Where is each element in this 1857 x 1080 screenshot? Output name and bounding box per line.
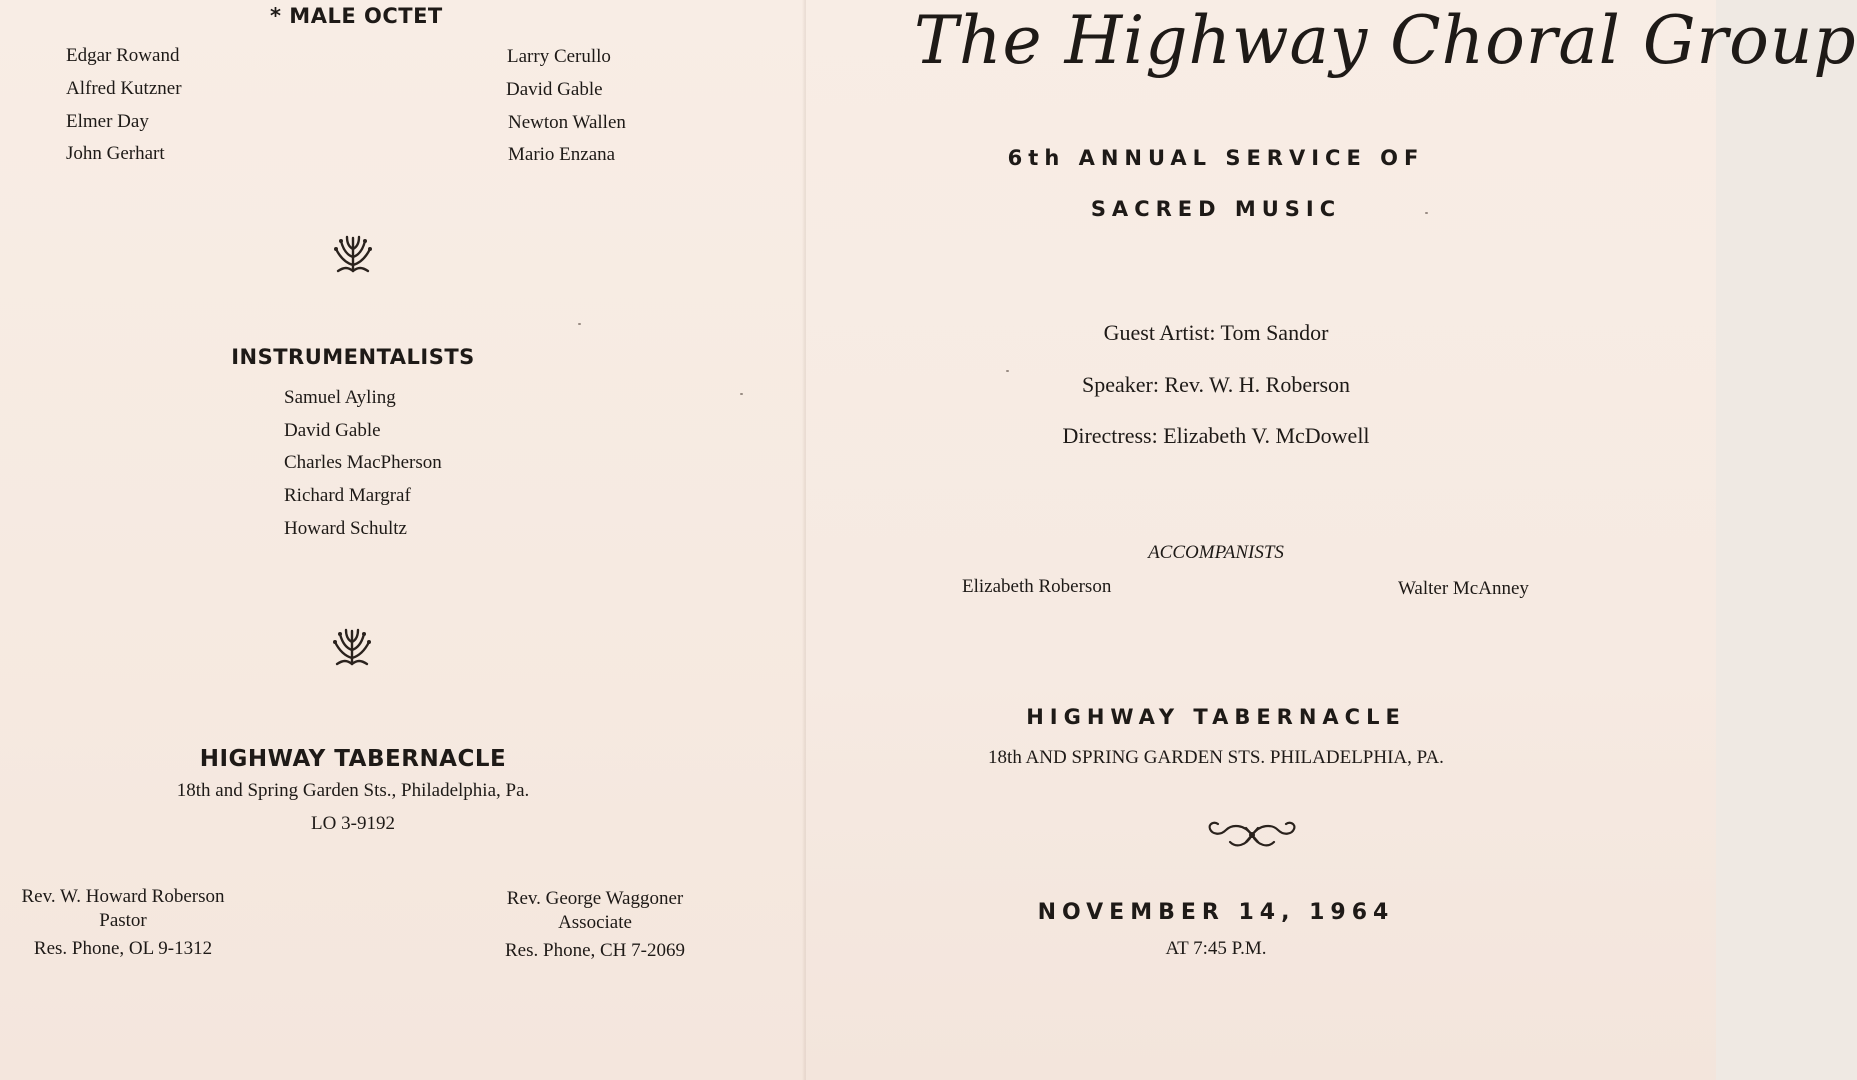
octet-name: John Gerhart — [66, 143, 165, 164]
instrumentalists-heading: INSTRUMENTALISTS — [231, 345, 475, 369]
accompanist-name: Walter McAnney — [1398, 578, 1529, 599]
accompanist-name: Elizabeth Roberson — [962, 576, 1112, 597]
guest-artist: Guest Artist: Tom Sandor — [1103, 320, 1329, 345]
associate-phone: Res. Phone, CH 7-2069 — [505, 940, 685, 961]
directress: Directress: Elizabeth V. McDowell — [1062, 423, 1370, 448]
pastor-name: Rev. W. Howard Roberson — [21, 886, 225, 907]
right-panel — [806, 0, 1857, 1080]
instrumentalist-name: David Gable — [284, 420, 381, 441]
church-name-right: HIGHWAY TABERNACLE — [1026, 705, 1406, 729]
scroll-flourish-icon — [1202, 818, 1302, 852]
instrumentalist-name: Charles MacPherson — [284, 452, 442, 473]
program-title: The Highway Choral Group — [914, 2, 1857, 79]
octet-name: Mario Enzana — [508, 144, 616, 165]
event-time: AT 7:45 P.M. — [1165, 938, 1267, 959]
paper-speck — [740, 393, 743, 395]
accompanists-heading: ACCOMPANISTS — [1148, 542, 1284, 563]
pastor-role: Pastor — [99, 910, 147, 931]
paper-speck — [578, 323, 581, 325]
octet-name: David Gable — [506, 79, 603, 100]
church-address-right: 18th AND SPRING GARDEN STS. PHILADELPHIA, PA. — [988, 747, 1444, 768]
octet-name: Elmer Day — [66, 111, 149, 132]
leaf-ornament-icon — [331, 626, 373, 668]
paper-speck — [1006, 370, 1009, 372]
octet-name: Alfred Kutzner — [66, 78, 182, 99]
leaf-ornament-icon — [332, 233, 374, 275]
event-date: NOVEMBER 14, 1964 — [1037, 900, 1395, 925]
church-name: HIGHWAY TABERNACLE — [199, 746, 507, 772]
associate-role: Associate — [558, 912, 632, 933]
octet-name: Larry Cerullo — [507, 46, 611, 67]
instrumentalist-name: Howard Schultz — [284, 518, 407, 539]
instrumentalist-name: Richard Margraf — [284, 485, 411, 506]
pastor-phone: Res. Phone, OL 9-1312 — [33, 938, 213, 959]
service-subtitle-line2: SACRED MUSIC — [1090, 197, 1342, 221]
associate-name: Rev. George Waggoner — [506, 888, 684, 909]
instrumentalist-name: Samuel Ayling — [284, 387, 396, 408]
service-subtitle-line1: 6th ANNUAL SERVICE OF — [1007, 146, 1425, 170]
left-panel — [0, 0, 806, 1080]
octet-name: Newton Wallen — [508, 112, 626, 133]
octet-name: Edgar Rowand — [66, 45, 180, 66]
church-address: 18th and Spring Garden Sts., Philadelphia, Pa. — [176, 780, 530, 801]
church-phone: LO 3-9192 — [311, 813, 395, 834]
paper-speck — [1425, 212, 1428, 214]
male-octet-heading: * MALE OCTET — [270, 4, 443, 28]
speaker: Speaker: Rev. W. H. Roberson — [1081, 372, 1351, 397]
